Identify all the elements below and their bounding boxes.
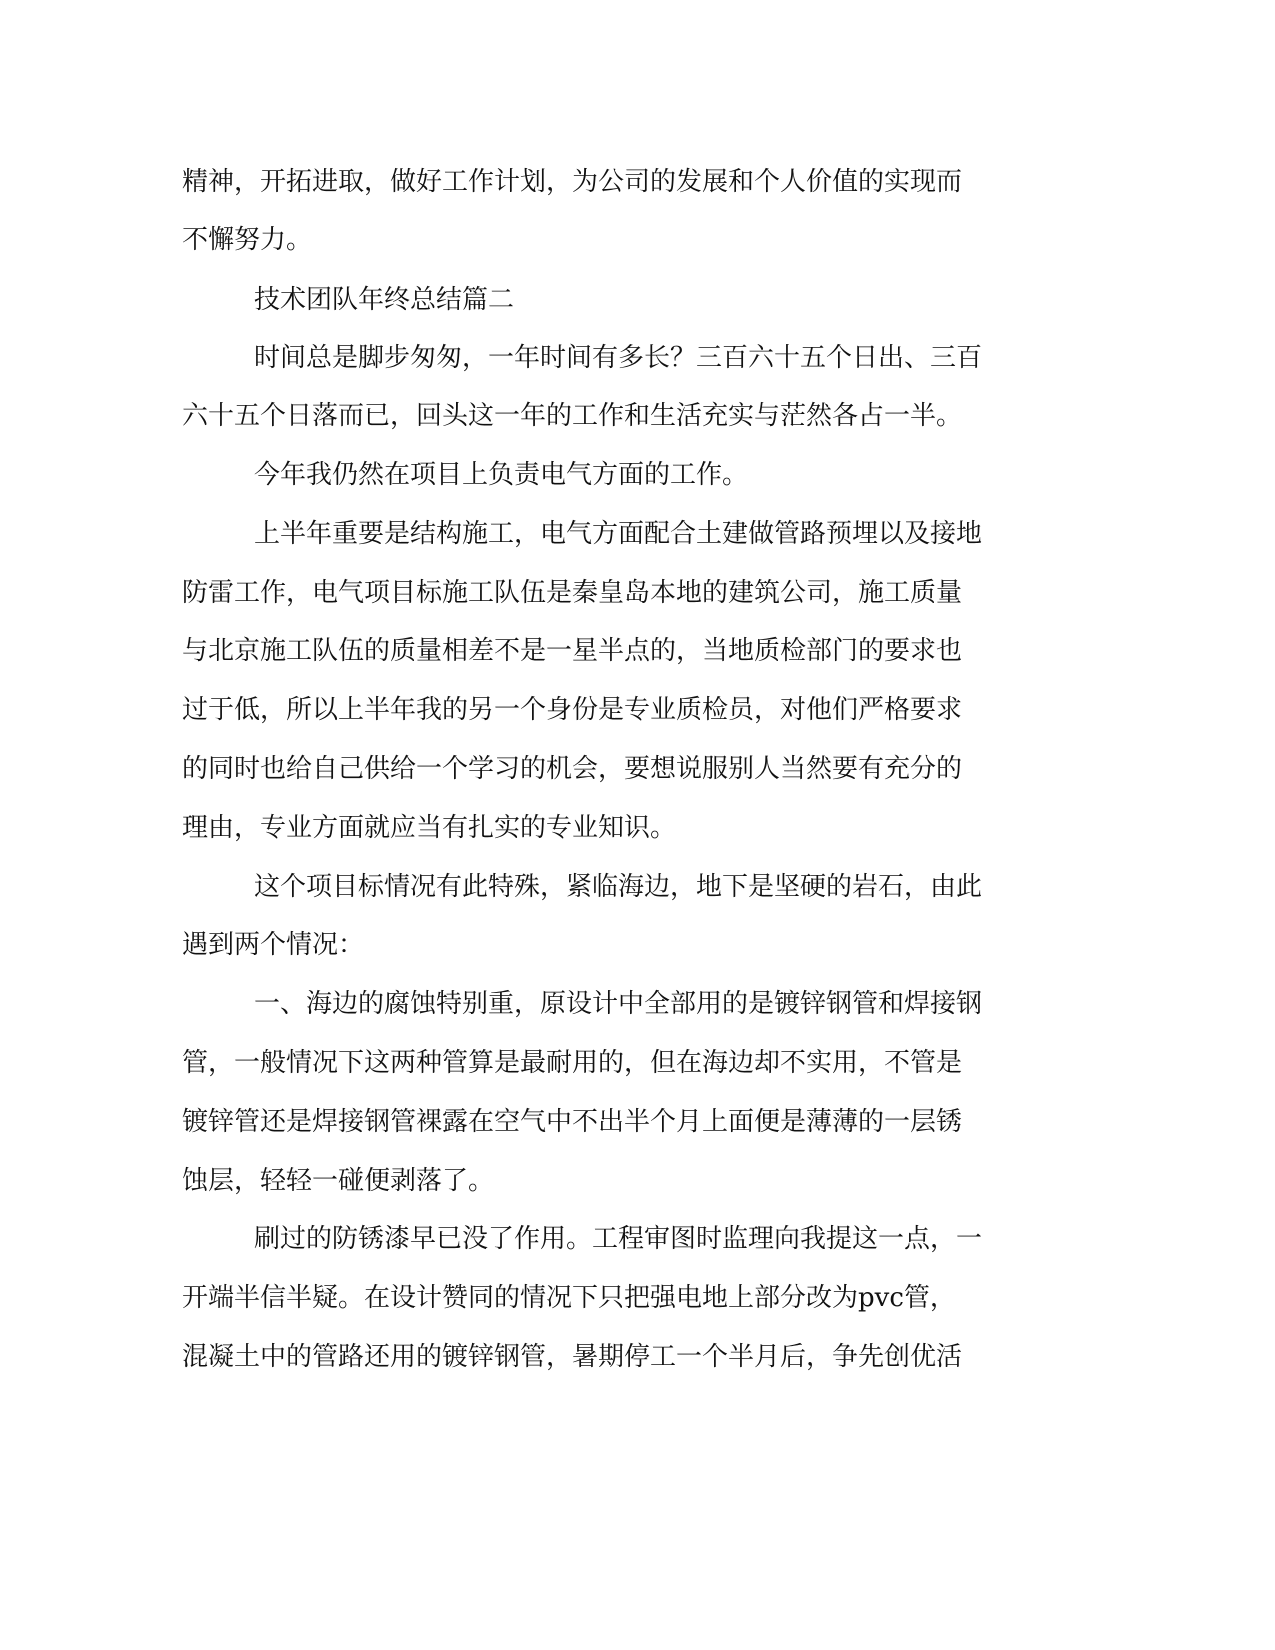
text-line: 时间总是脚步匆匆，一年时间有多长？三百六十五个日出、三百 xyxy=(254,343,983,373)
text-line: 防雷工作，电气项目标施工队伍是秦皇岛本地的建筑公司，施工质量 xyxy=(182,578,963,608)
section-heading: 技术团队年终总结篇二 xyxy=(254,285,515,315)
text-line: 过于低，所以上半年我的另一个身份是专业质检员，对他们严格要求 xyxy=(182,695,963,725)
text-line: 上半年重要是结构施工，电气方面配合土建做管路预埋以及接地 xyxy=(254,519,983,549)
text-line: 混凝土中的管路还用的镀锌钢管，暑期停工一个半月后，争先创优活 xyxy=(182,1342,963,1372)
text-line: 一、海边的腐蚀特别重，原设计中全部用的是镀锌钢管和焊接钢 xyxy=(254,989,983,1019)
text-line: 管，一般情况下这两种管算是最耐用的，但在海边却不实用，不管是 xyxy=(182,1048,963,1078)
text-line: 的同时也给自己供给一个学习的机会，要想说服别人当然要有充分的 xyxy=(182,754,963,784)
text-line: 理由，专业方面就应当有扎实的专业知识。 xyxy=(182,813,677,843)
text-line: 这个项目标情况有此特殊，紧临海边，地下是坚硬的岩石，由此 xyxy=(254,872,983,902)
text-line: 蚀层，轻轻一碰便剥落了。 xyxy=(182,1166,495,1196)
text-line: 开端半信半疑。在设计赞同的情况下只把强电地上部分改为pvc管， xyxy=(182,1283,956,1313)
text-line: 今年我仍然在项目上负责电气方面的工作。 xyxy=(254,460,749,490)
text-line: 六十五个日落而已，回头这一年的工作和生活充实与茫然各占一半。 xyxy=(182,401,963,431)
text-line: 精神，开拓进取，做好工作计划，为公司的发展和个人价值的实现而 xyxy=(182,167,963,197)
text-line: 不懈努力。 xyxy=(182,225,313,255)
text-line: 刷过的防锈漆早已没了作用。工程审图时监理向我提这一点，一 xyxy=(254,1224,983,1254)
text-line: 与北京施工队伍的质量相差不是一星半点的，当地质检部门的要求也 xyxy=(182,636,963,666)
text-line: 镀锌管还是焊接钢管裸露在空气中不出半个月上面便是薄薄的一层锈 xyxy=(182,1107,963,1137)
text-line: 遇到两个情况： xyxy=(182,930,365,960)
